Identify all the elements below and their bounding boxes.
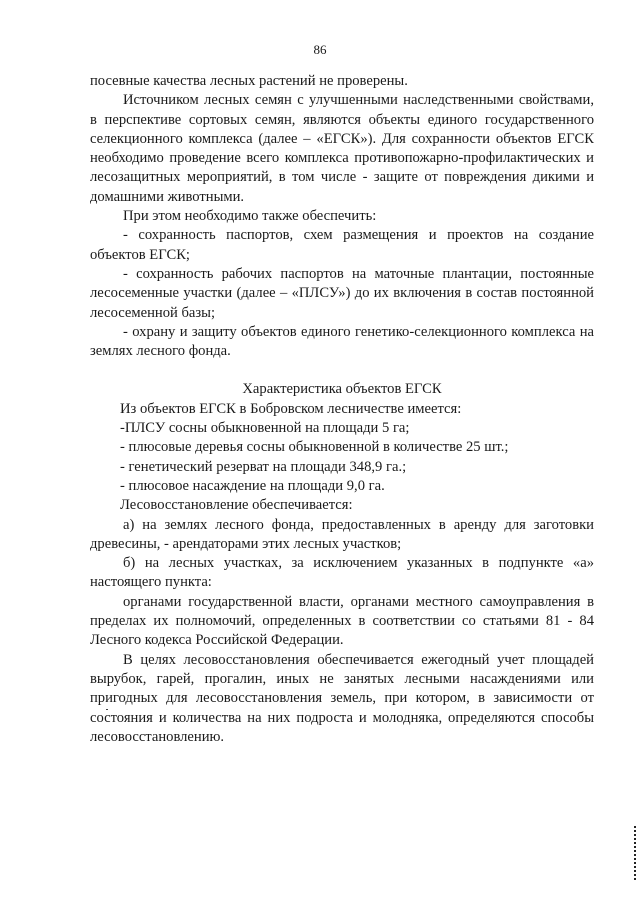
paragraph-also-ensure: При этом необходимо также обеспечить: <box>123 208 377 225</box>
paragraph-final: В целях лесовосстановления обеспечивается ежегодный учет площадей вырубок, гарей, прогалин, иных не занятых лесными насаждениями или пригодных для лесовосстановления земель, при котором, в зависимости от состояния и количества на них подроста и молодняка, определяются способы лесовосстановлению. <box>90 651 594 745</box>
section-intro: Из объектов ЕГСК в Бобровском лесничестве имеется: <box>120 400 462 417</box>
list-item: - генетический резерват на площади 348,9 га.; <box>120 458 407 475</box>
paragraph-authorities: органами государственной власти, органами местного самоуправления в пределах их полномочий, определенных в соответствии со статьями 81 - 84 Лесного кодекса Российской Федерации. <box>90 593 594 649</box>
paragraph-working-passports: - сохранность рабочих паспортов на маточные плантации, постоянные лесосеменные участки (далее – «ПЛСУ») до их включения в состав постоянной лесосеменной базы; <box>90 265 594 321</box>
paragraph-seed-quality: посевные качества лесных растений не проверены. <box>90 73 408 89</box>
document-body <box>90 72 594 747</box>
scan-edge-mark <box>634 826 636 880</box>
page-number: 86 <box>313 42 327 57</box>
list-item: - плюсовые деревья сосны обыкновенной в количестве 25 шт.; <box>120 439 509 456</box>
paragraph-point-b: б) на лесных участках, за исключением указанных в подпункте «а» настоящего пункта: <box>90 555 594 591</box>
list-item: -ПЛСУ сосны обыкновенной на площади 5 га; <box>120 420 410 437</box>
section-heading: Характеристика объектов ЕГСК <box>242 381 442 398</box>
paragraph-point-a: а) на землях лесного фонда, предоставленных в аренду для заготовки древесины, - арендаторами этих лесных участков; <box>90 516 594 552</box>
paragraph-protection: - охрану и защиту объектов единого генетико-селекционного комплекса на землях лесного фонда. <box>90 323 594 360</box>
reforestation-intro: Лесовосстановление обеспечивается: <box>120 497 353 514</box>
list-item: - плюсовое насаждение на площади 9,0 га. <box>120 477 385 494</box>
paragraph-passports: - сохранность паспортов, схем размещения и проектов на создание объектов ЕГСК; <box>90 227 594 263</box>
scan-mark <box>106 709 108 710</box>
paragraph-egsk-source: Источником лесных семян с улучшенными наследственными свойствами, в перспективе сортовых семян, являются объекты единого государственного селекционного комплекса (далее – «ЕГСК»). Для сохранности объектов ЕГСК необходимо проведение всего комплекса противопожарно-профилактических и лесозащитных мероприятий, в том числе - защите от повреждения дикими и домашними животными. <box>90 92 594 205</box>
